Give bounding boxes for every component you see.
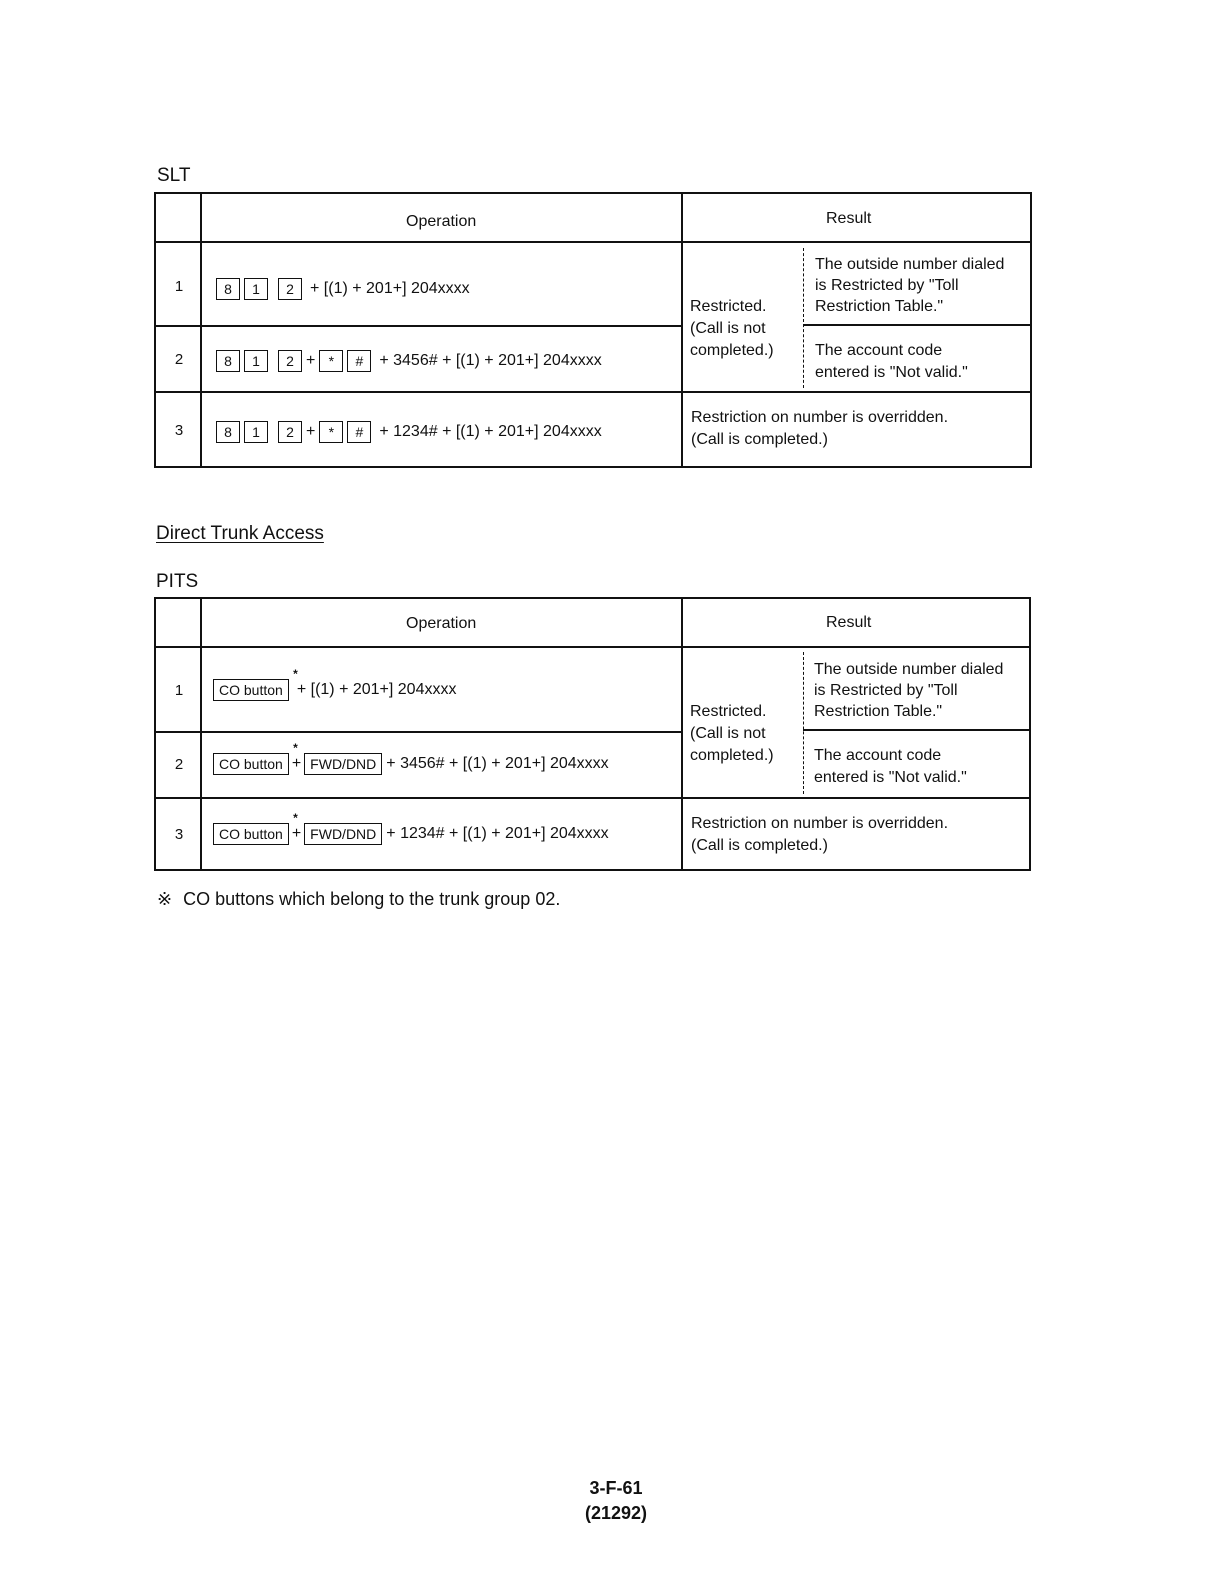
result-line: (Call is completed.)	[691, 837, 828, 854]
result-line: Restricted.	[690, 703, 767, 720]
slt-row-2-number: 2	[174, 351, 184, 368]
result-line: Restriction Table."	[814, 703, 943, 720]
fwd-dnd-button: FWD/DND	[304, 753, 382, 775]
result-line: The outside number dialed	[814, 661, 1004, 678]
result-line: completed.)	[690, 747, 774, 764]
star-key: *	[319, 421, 343, 443]
result-line: is Restricted by "Toll	[815, 277, 959, 294]
pits-row-3-tail: + 1234# + [(1) + 201+] 204xxxx	[386, 825, 609, 842]
page-number: 3-F-61	[589, 1478, 643, 1498]
pits-row-3-operation	[213, 811, 613, 845]
dial-key-8: 8	[216, 278, 240, 300]
result-line: (Call is not	[690, 725, 766, 742]
note-mark-icon: *	[293, 811, 298, 825]
result-line: Restriction on number is overridden.	[691, 815, 949, 832]
slt-row-2-tail: + 3456# + [(1) + 201+] 204xxxx	[379, 352, 602, 369]
slt-result-header: Result	[826, 210, 872, 227]
slt-row-3-number: 3	[174, 422, 184, 439]
co-button-label: CO button	[219, 682, 283, 698]
result-line: is Restricted by "Toll	[814, 682, 958, 699]
plus-sign: +	[291, 825, 302, 842]
result-line: entered is "Not valid."	[815, 364, 968, 381]
result-line: The outside number dialed	[815, 256, 1005, 273]
note-mark-icon: *	[293, 741, 298, 755]
slt-result-restricted	[690, 296, 774, 362]
pits-row-2-number: 2	[174, 756, 184, 773]
dial-key-1: 1	[244, 421, 268, 443]
dial-key-2: 2	[278, 421, 302, 443]
dial-key-8: 8	[216, 421, 240, 443]
result-line: (Call is not	[690, 320, 766, 337]
note-mark-icon: *	[293, 667, 298, 681]
hash-key: #	[347, 350, 371, 372]
pits-row-1-operation	[213, 667, 460, 701]
result-line: entered is "Not valid."	[814, 769, 967, 786]
pits-operation-header: Operation	[406, 615, 477, 632]
pits-row-2-tail: + 3456# + [(1) + 201+] 204xxxx	[386, 755, 609, 772]
hash-key: #	[347, 421, 371, 443]
footnote	[157, 889, 560, 910]
co-button	[213, 811, 298, 845]
co-button-label: CO button	[219, 826, 283, 842]
pits-row-1-tail: + [(1) + 201+] 204xxxx	[296, 681, 457, 698]
pits-row-3-number: 3	[174, 826, 184, 843]
result-line: (Call is completed.)	[691, 431, 828, 448]
slt-operation-header: Operation	[406, 213, 477, 230]
slt-result-3	[691, 407, 948, 451]
slt-row-3-operation	[216, 421, 606, 443]
result-line: Restriction on number is overridden.	[691, 409, 949, 426]
slt-row-3-tail: + 1234# + [(1) + 201+] 204xxxx	[379, 423, 602, 440]
pits-result-restricted	[690, 701, 774, 767]
dial-key-1: 1	[244, 278, 268, 300]
document-code: (21292)	[584, 1503, 648, 1523]
star-key: *	[319, 350, 343, 372]
co-button	[213, 741, 298, 775]
co-button-label: CO button	[219, 756, 283, 772]
plus-sign: +	[306, 423, 316, 440]
fwd-dnd-button: FWD/DND	[304, 823, 382, 845]
pits-result-2	[814, 745, 967, 789]
result-line: The account code	[814, 747, 942, 764]
pits-row-1-number: 1	[174, 682, 184, 699]
result-line: Restriction Table."	[815, 298, 944, 315]
dial-key-1: 1	[244, 350, 268, 372]
co-button	[213, 667, 298, 701]
dial-key-2: 2	[278, 350, 302, 372]
result-line: completed.)	[690, 342, 774, 359]
slt-row-1-tail: + [(1) + 201+] 204xxxx	[310, 280, 470, 297]
note-mark-icon: ※	[157, 889, 173, 909]
pits-row-2-operation	[213, 741, 613, 775]
slt-row-1-operation	[216, 278, 474, 300]
result-line: Restricted.	[690, 298, 767, 315]
pits-result-1	[814, 659, 1003, 722]
dta-title: Direct Trunk Access	[156, 523, 324, 544]
dial-key-8: 8	[216, 350, 240, 372]
slt-result-2	[815, 340, 968, 384]
dial-key-2: 2	[278, 278, 302, 300]
slt-row-2-operation	[216, 350, 606, 372]
slt-result-1	[815, 254, 1004, 317]
plus-sign: +	[306, 352, 316, 369]
pits-result-3	[691, 813, 948, 857]
plus-sign: +	[291, 755, 302, 772]
slt-heading: SLT	[157, 165, 191, 186]
slt-row-1-number: 1	[174, 278, 184, 295]
footnote-text: CO buttons which belong to the trunk group 02.	[183, 889, 561, 909]
pits-result-header: Result	[826, 614, 872, 631]
result-line: The account code	[815, 342, 943, 359]
pits-heading: PITS	[156, 571, 199, 592]
